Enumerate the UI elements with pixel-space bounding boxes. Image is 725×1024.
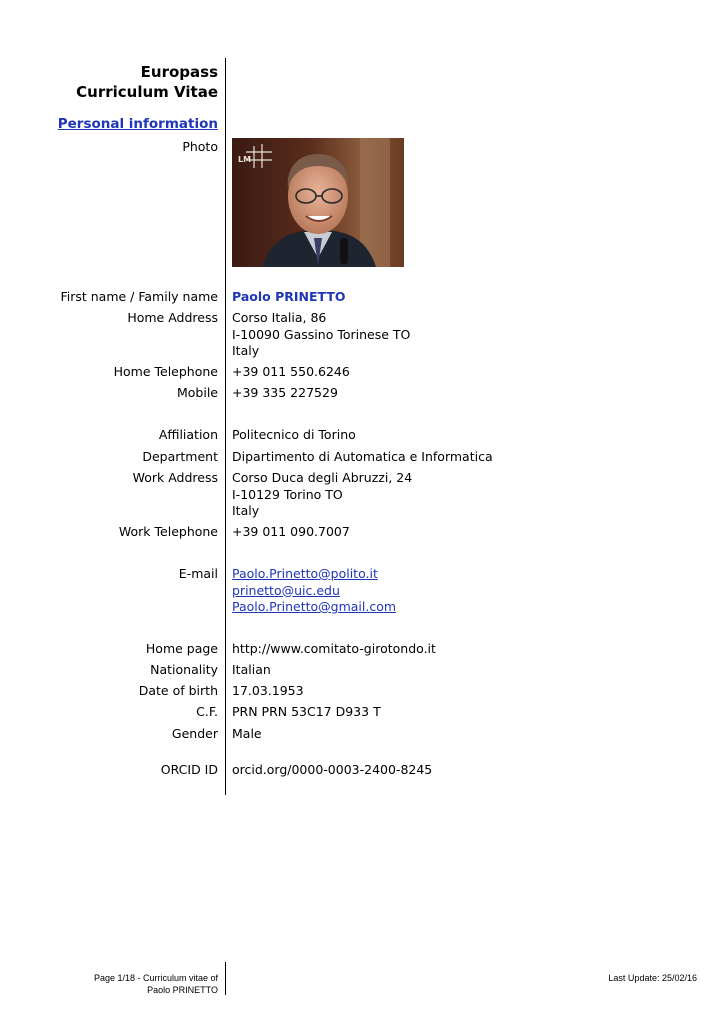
work-address-value — [232, 470, 412, 520]
gender-label: Gender — [171, 726, 218, 741]
home-address-line: Italy — [232, 343, 260, 358]
section-personal-information: Personal information — [57, 116, 218, 132]
name-label: First name / Family name — [60, 289, 218, 304]
footer-page-line: Page 1/18 - Curriculum vitae of — [93, 973, 218, 983]
portrait-image — [232, 138, 404, 267]
work-address-line: I-10129 Torino TO — [232, 486, 343, 502]
email-value — [232, 566, 396, 616]
work-address-line: Italy — [232, 503, 260, 518]
work-address-label: Work Address — [132, 470, 218, 485]
home-address-value — [232, 310, 410, 360]
photo-label: Photo — [182, 139, 218, 154]
email-link[interactable]: Paolo.Prinetto@polito.it — [232, 566, 378, 581]
document-title — [76, 62, 218, 102]
orcid-value: orcid.org/0000-0003-2400-8245 — [232, 762, 433, 777]
department-value: Dipartimento di Automatica e Informatica — [232, 449, 493, 464]
home-address-line: I-10090 Gassino Torinese TO — [232, 326, 411, 342]
affiliation-value: Politecnico di Torino — [232, 427, 356, 442]
svg-text:LM: LM — [238, 155, 252, 164]
mobile-value: +39 335 227529 — [232, 385, 338, 400]
mobile-label: Mobile — [176, 385, 218, 400]
footer-last-update: Last Update: 25/02/16 — [608, 973, 697, 983]
nationality-label: Nationality — [150, 662, 218, 677]
orcid-label: ORCID ID — [160, 762, 218, 777]
footer-divider — [225, 962, 226, 995]
cf-label: C.F. — [196, 704, 218, 719]
home-telephone-value: +39 011 550.6246 — [232, 364, 350, 379]
footer-page-info — [94, 972, 218, 996]
name-value: Paolo PRINETTO — [232, 289, 346, 304]
gender-value: Male — [232, 726, 262, 741]
date-of-birth-label: Date of birth — [138, 683, 218, 698]
home-address-line: Corso Italia, 86 — [232, 310, 327, 325]
email-label: E-mail — [178, 566, 218, 581]
date-of-birth-value: 17.03.1953 — [232, 683, 304, 698]
footer-author: Paolo PRINETTO — [147, 985, 218, 995]
column-divider — [225, 58, 226, 795]
portrait-photo — [232, 138, 404, 267]
nationality-value: Italian — [232, 662, 271, 677]
work-address-line: Corso Duca degli Abruzzi, 24 — [232, 470, 413, 485]
email-link[interactable]: Paolo.Prinetto@gmail.com — [232, 599, 397, 614]
home-page-value: http://www.comitato-girotondo.it — [232, 641, 436, 656]
title-line-2: Curriculum Vitae — [76, 83, 218, 101]
title-line-1: Europass — [140, 63, 218, 81]
department-label: Department — [142, 449, 218, 464]
work-telephone-value: +39 011 090.7007 — [232, 524, 350, 539]
email-link[interactable]: prinetto@uic.edu — [232, 582, 340, 598]
home-telephone-label: Home Telephone — [113, 364, 218, 379]
home-page-label: Home page — [145, 641, 218, 656]
affiliation-label: Affiliation — [158, 427, 218, 442]
home-address-label: Home Address — [127, 310, 218, 325]
work-telephone-label: Work Telephone — [118, 524, 218, 539]
cf-value: PRN PRN 53C17 D933 T — [232, 704, 381, 719]
